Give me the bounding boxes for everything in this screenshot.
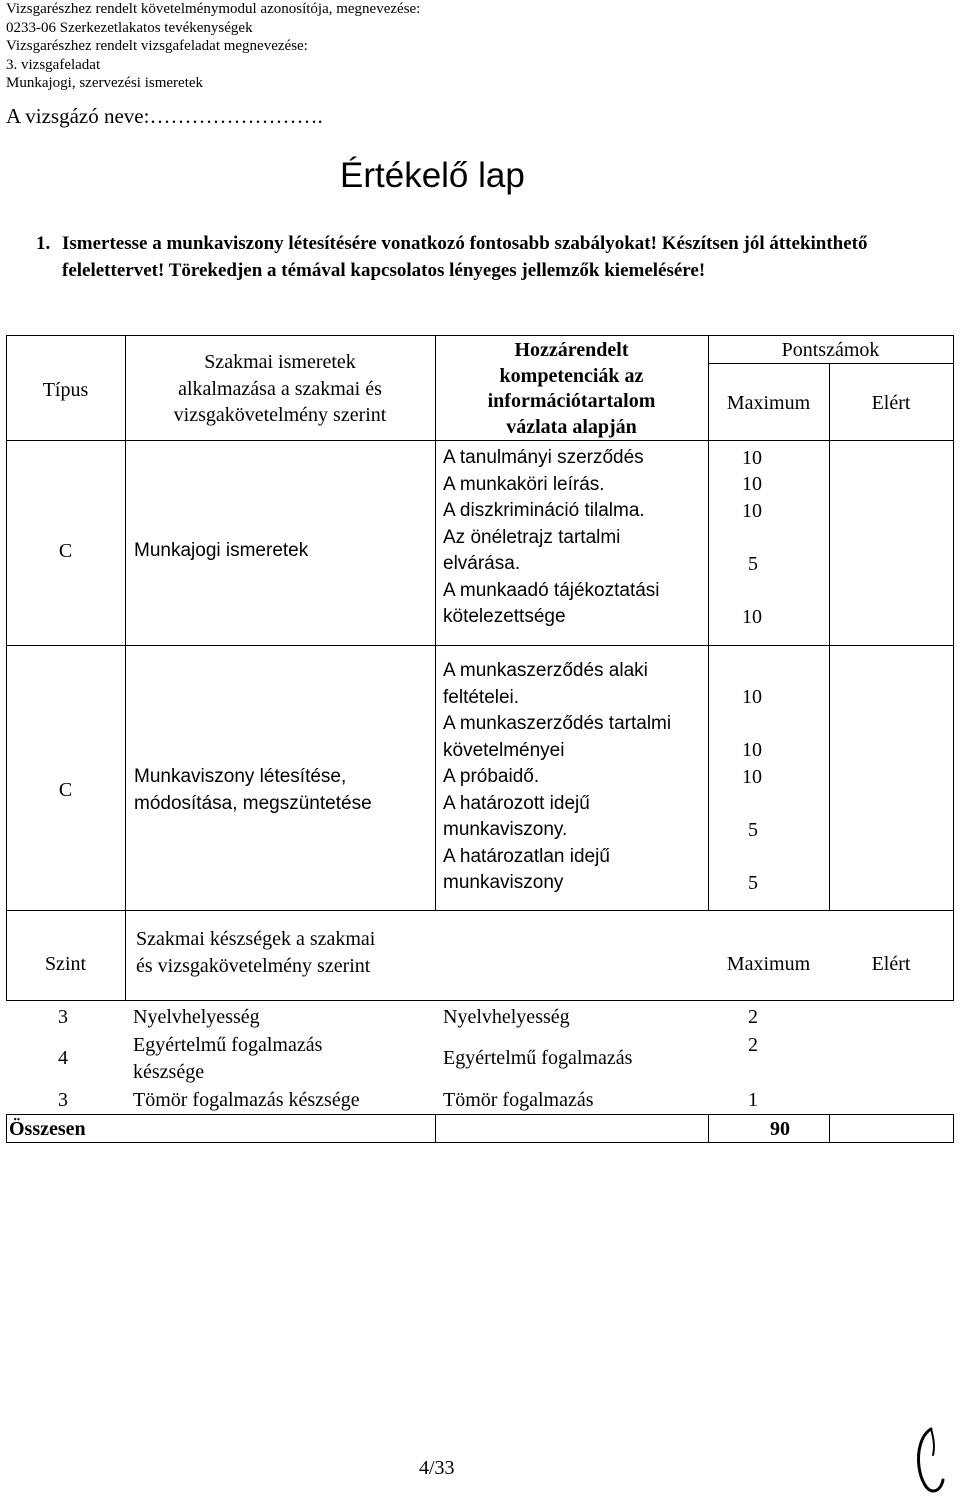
row2-type: C	[58, 779, 73, 801]
skill-level: 3	[58, 1006, 68, 1028]
examinee-name-field: A vizsgázó neve:…………………….	[6, 104, 323, 128]
total-label: Összesen	[9, 1118, 86, 1140]
list-item: A munkaszerződés alaki	[443, 660, 648, 681]
page-number: 4/33	[419, 1457, 455, 1479]
list-item: elvárása.	[443, 553, 521, 574]
list-item: A munkaszerződés tartalmi	[443, 713, 672, 734]
header-task-name: Munkajogi, szervezési ismeretek	[6, 75, 204, 91]
list-item: A munkaköri leírás.	[443, 473, 605, 495]
skills-achieved-header: Elért	[871, 953, 911, 975]
header-module-value: 0233-06 Szerkezetlakatos tevékenységek	[6, 19, 253, 36]
header-module-label: Vizsgarészhez rendelt követelménymodul azonosítója, megnevezése:	[6, 1, 421, 17]
row1-point: 10	[742, 447, 762, 469]
row1-point: 10	[742, 473, 762, 495]
row2-items	[443, 658, 671, 897]
row2-point: 10	[742, 739, 762, 761]
knowledge-column-header: Szakmai ismeretek alkalmazása a szakmai és vizsgakövetelmény szerint	[173, 351, 387, 426]
achieved-column-header: Elért	[871, 392, 911, 414]
list-item: feltételei.	[443, 686, 520, 708]
type-column-header: Típus	[42, 379, 89, 401]
handwritten-initials-mark	[915, 1425, 953, 1497]
row2-topic: Munkaviszony létesítése, módosítása, megszüntetése	[134, 766, 372, 814]
task-number: 1.	[36, 233, 51, 254]
row2-point: 5	[748, 872, 758, 894]
list-item: A határozatlan idejű	[443, 845, 610, 867]
list-item: A diszkrimináció tilalma.	[443, 500, 645, 521]
level-column-header: Szint	[44, 953, 87, 975]
skill-detail: Nyelvhelyesség	[443, 1006, 570, 1028]
header-task-number: 3. vizsgafeladat	[6, 56, 101, 73]
skills-column-header: Szakmai készségek a szakmai és vizsgakövetelmény szerint	[136, 928, 376, 977]
row1-items	[443, 445, 660, 631]
competence-column-header: Hozzárendelt kompetenciák az információtartalom vázlata alapján	[487, 339, 656, 438]
skill-points: 1	[748, 1089, 758, 1111]
row1-point: 5	[748, 553, 758, 575]
list-item: A munkaadó tájékoztatási	[443, 579, 660, 601]
skill-detail: Tömör fogalmazás	[443, 1089, 594, 1111]
total-value: 90	[770, 1118, 790, 1140]
list-item: munkaviszony	[443, 872, 564, 893]
row2-point: 5	[748, 819, 758, 841]
list-item: követelményei	[443, 739, 565, 761]
row2-point: 10	[742, 686, 762, 708]
header-task-label: Vizsgarészhez rendelt vizsgafeladat megnevezése:	[6, 38, 308, 54]
skill-points: 2	[748, 1034, 758, 1056]
row1-point: 10	[742, 500, 762, 522]
list-item: A határozott idejű	[443, 792, 590, 814]
list-item: Az önéletrajz tartalmi	[443, 526, 621, 548]
skill-points: 2	[748, 1006, 758, 1028]
page-title: Értékelő lap	[340, 156, 525, 195]
skill-name: Tömör fogalmazás készsége	[133, 1089, 360, 1111]
list-item: A tanulmányi szerződés	[443, 447, 644, 468]
skill-name: Nyelvhelyesség	[133, 1006, 260, 1028]
skills-maximum-header: Maximum	[726, 953, 811, 975]
points-column-header: Pontszámok	[781, 339, 880, 361]
skill-level: 3	[58, 1089, 68, 1111]
row1-topic: Munkajogi ismeretek	[134, 540, 309, 561]
list-item: munkaviszony.	[443, 819, 568, 840]
list-item: kötelezettsége	[443, 606, 566, 627]
document-header	[6, 0, 420, 93]
list-item: A próbaidő.	[443, 766, 540, 787]
maximum-column-header: Maximum	[726, 392, 811, 414]
row1-type: C	[58, 540, 73, 562]
row1-point: 10	[742, 606, 762, 628]
skill-detail: Egyértelmű fogalmazás	[443, 1047, 633, 1069]
skill-name: Egyértelmű fogalmazás készsége	[133, 1034, 323, 1083]
task-text: Ismertesse a munkaviszony létesítésére vonatkozó fontosabb szabályokat! Készítsen jól áttekinthető felelettervet! Törekedjen a témával kapcsolatos lényeges jellemzők kiemelésére!	[62, 233, 868, 281]
skill-level: 4	[58, 1047, 68, 1069]
row2-point: 10	[742, 766, 762, 788]
